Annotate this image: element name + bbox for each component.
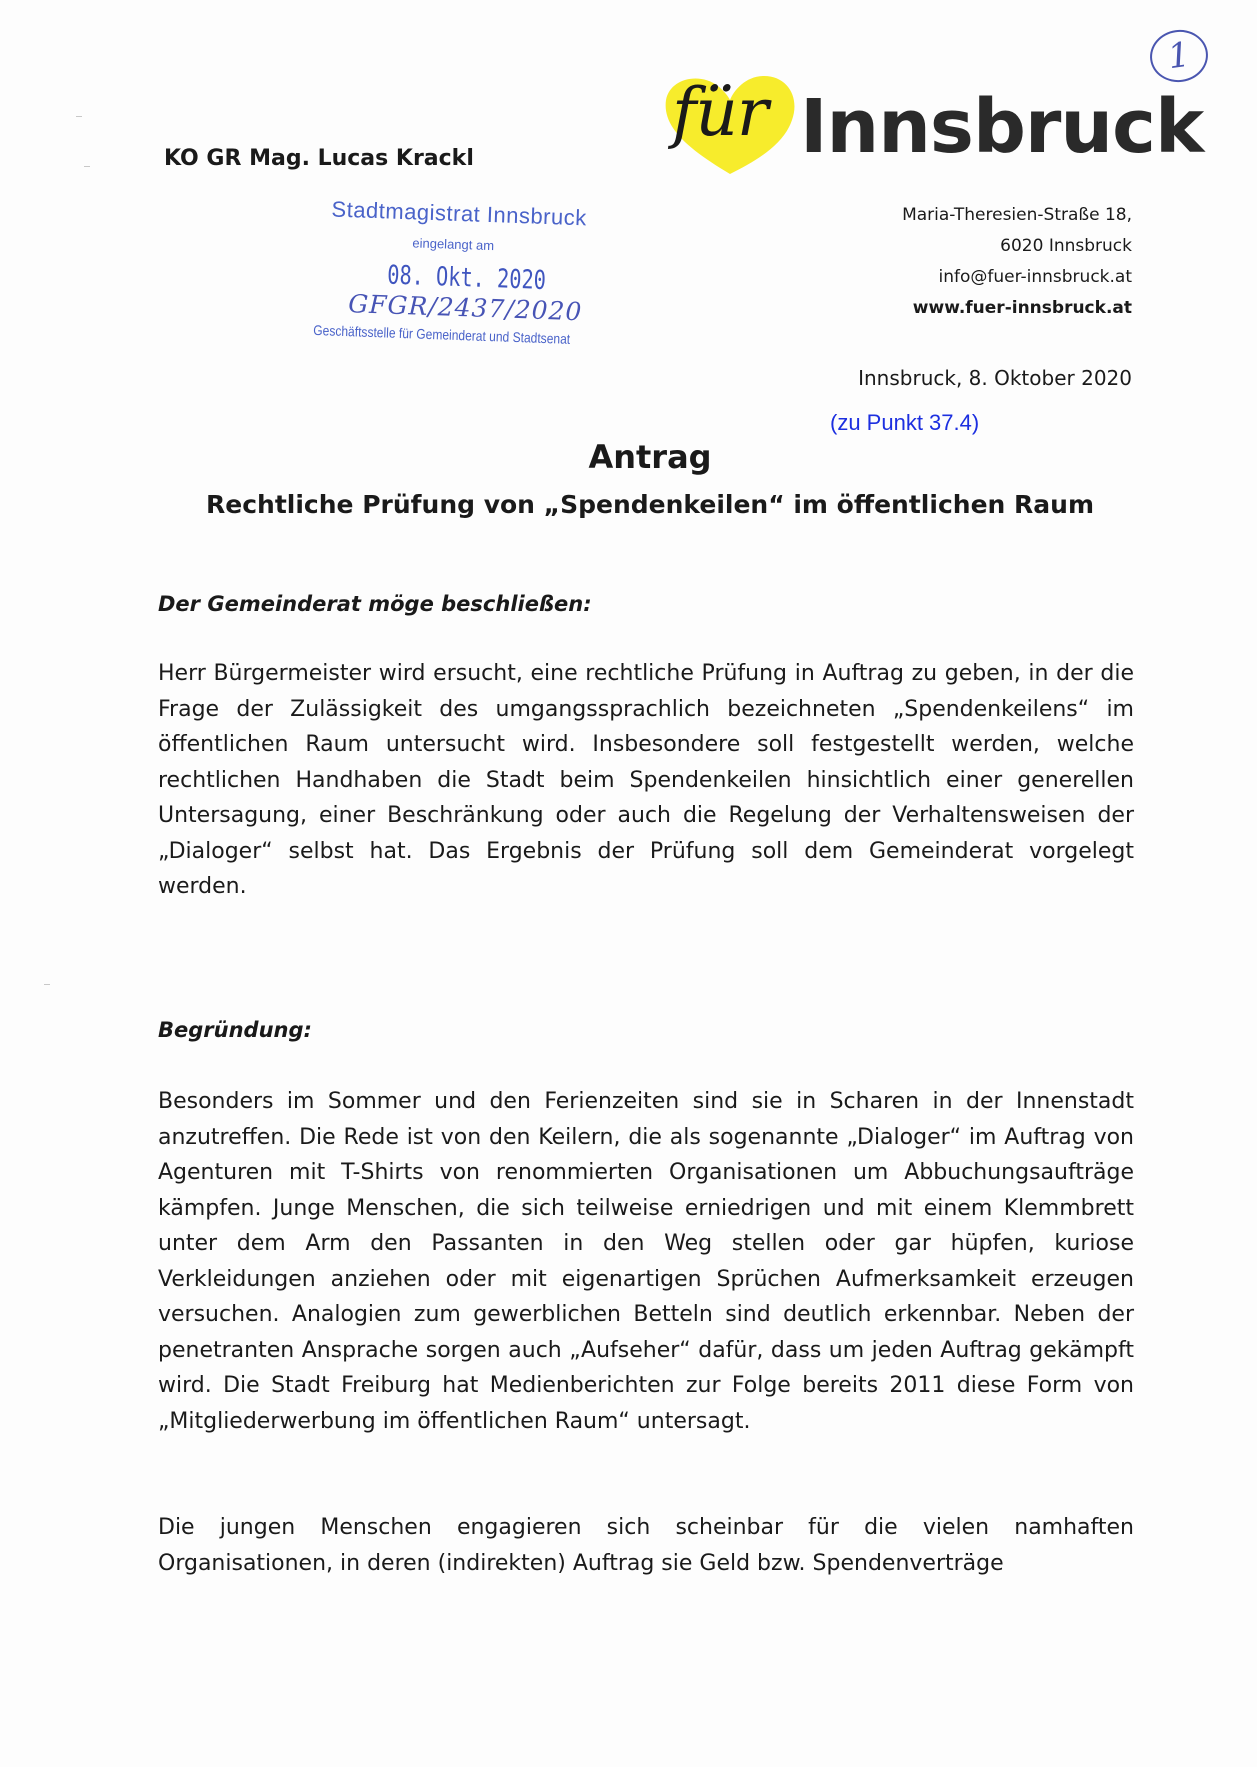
address-street: Maria-Theresien-Straße 18, [902, 205, 1132, 225]
address-website: www.fuer-innsbruck.at [912, 298, 1132, 318]
motion-text: Herr Bürgermeister wird ersucht, eine rechtliche Prüfung in Auftrag zu geben, in der die Frage der Zulässigkeit des umgangssprachlich bezeichneten „Spendenkeilens“ im öffentlichen Raum untersucht wird. Insbesondere soll festgestellt werden, welche rechtlichen Handhaben die Stadt beim Spendenkeilen hinsichtlich einer generellen Untersagung, einer Beschränkung oder auch die Regelung der Verhaltensweisen der „Dialoger“ selbst hat. Das Ergebnis der Prüfung soll dem Gemeinderat vorgelegt werden. [158, 661, 1134, 899]
scan-artifact [84, 166, 90, 167]
logo-innsbruck-text: Innsbruck [800, 84, 1204, 170]
document-title: Antrag [588, 438, 712, 476]
motion-heading: Der Gemeinderat möge beschließen: [158, 592, 592, 616]
address-city: 6020 Innsbruck [1000, 236, 1132, 256]
place-date: Innsbruck, 8. Oktober 2020 [858, 366, 1132, 390]
stamp-received-label: eingelangt am [412, 235, 495, 254]
page-number: 1 [1165, 34, 1193, 78]
reasoning-paragraph-1: Besonders im Sommer und den Ferienzeiten sind sie in Scharen in der Innenstadt anzutreffen. Die Rede ist von den Keilern, die als sogenannte „Dialoger“ im Auftrag von Agenturen mit T-Shirts von renommierten Organisationen um Abbuchungsaufträge kämpfen. Junge Menschen, die sich teilweise erniedrigen und mit einem Klemmbrett unter dem Arm den Passanten in den Weg stellen oder gar hüpfen, kuriose Verkleidungen anziehen oder mit eigenartigen Sprüchen Aufmerksamkeit erzeugen versuchen. Analogien zum gewerblichen Betteln sind deutlich erkennbar. Neben der penetranten Ansprache sorgen auch „Aufseher“ dafür, dass um jeden Auftrag gekämpft wird. Die Stadt Freiburg hat Medienberichten zur Folge bereits 2011 diese Form von „Mitgliederwerbung im öffentlichen Raum“ untersagt. [158, 1089, 1134, 1434]
address-block [902, 200, 1132, 324]
scan-artifact [76, 116, 82, 117]
stamp-file-number: GFGR/2437/2020 [347, 289, 583, 327]
agenda-reference: (zu Punkt 37.4) [830, 410, 980, 435]
scan-artifact [44, 984, 50, 985]
page-number-circle [1147, 26, 1212, 86]
receipt-stamp [312, 196, 617, 366]
address-email: info@fuer-innsbruck.at [938, 267, 1132, 287]
logo [660, 70, 1204, 180]
stamp-date: 08. Okt. 2020 [386, 260, 547, 296]
document-subtitle: Rechtliche Prüfung von „Spendenkeilen“ im öffentlichen Raum [206, 490, 1094, 519]
logo-fuer-text: für [672, 74, 768, 151]
reasoning-paragraph-2: Die jungen Menschen engagieren sich scheinbar für die vielen namhaften Organisationen, in deren (indirekten) Auftrag sie Geld bzw. Spendenverträge [158, 1515, 1134, 1576]
sender-name: KO GR Mag. Lucas Krackl [164, 146, 474, 171]
reasoning-heading: Begründung: [158, 1018, 312, 1042]
stamp-department: Geschäftsstelle für Gemeinderat und Stadtsenat [313, 321, 571, 347]
stamp-office: Stadtmagistrat Innsbruck [331, 196, 588, 231]
